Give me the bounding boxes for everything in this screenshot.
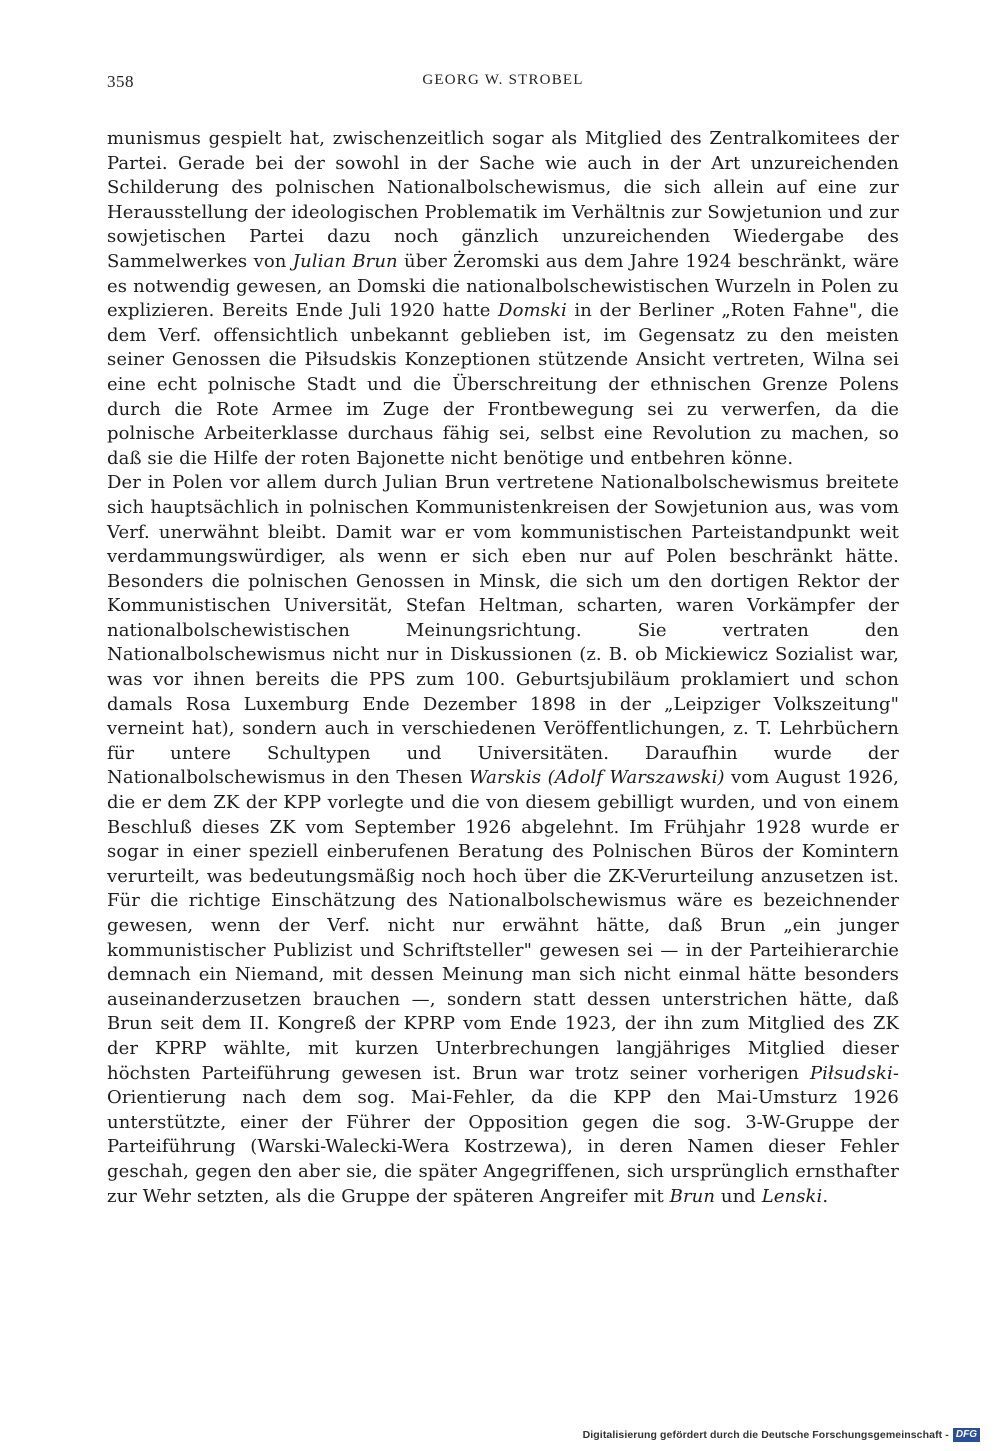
- text-run: in der Berliner „Roten Fahne", die dem Verf. offensichtlich unbekannt geblieben ist, im Gegensatz zu den meisten seiner Genossen die Piłsudskis Konzeptionen stützende Ansicht vertreten, Wilna sei eine echt polnische Stadt und die Überschreitung der ethnischen Grenze Polens durch die Rote Armee im Zuge der Frontbewegung sei zu verwerfen, da die polnische Arbeiterklasse durchaus fähig sei, selbst eine Revolution zu machen, so daß sie die Hilfe der roten Bajonette nicht benötige und entbehren könne.: [107, 300, 899, 469]
- text-run: -Orientierung nach dem sog. Mai-Fehler, da die KPP den Mai-Umsturz 1926 unterstützte, einer der Führer der Opposition gegen die sog. 3-W-Gruppe der Parteiführung (Warski-Walecki-Wera Kostrzewa), in deren Namen dieser Fehler geschah, gegen den aber sie, die später Angegriffenen, sich ursprünglich ernsthafter zur Wehr setzten, als die Gruppe der späteren Angreifer mit: [107, 1062, 899, 1207]
- italic-name: Julian Brun: [292, 250, 398, 272]
- paragraph-1: [107, 127, 899, 471]
- text-run: munismus gespielt hat, zwischenzeitlich sogar als Mitglied des Zentralkomitees der Partei. Gerade bei der sowohl in der Sache wie auch in der Art unzureichenden Schilderung des polnischen Nationalbolschewismus, die sich allein auf eine zur Herausstellung der ideologischen Problematik im Verhältnis zur Sowjetunion und zur sowjetischen Partei dazu noch gänzlich unzureichenden Wiedergabe des Sammelwerkes von: [107, 128, 899, 272]
- page-header: [107, 72, 899, 94]
- text-run: .: [822, 1185, 829, 1207]
- paragraph-2: [107, 471, 899, 1209]
- footer-credit: Digitalisierung gefördert durch die Deutsche Forschungsgemeinschaft -: [582, 1429, 949, 1441]
- italic-name: Domski: [498, 300, 567, 322]
- dfg-logo: DFG: [953, 1428, 980, 1442]
- italic-name: Lenski: [761, 1185, 823, 1207]
- footer: [583, 1428, 980, 1442]
- text-run: über Żeromski aus dem Jahre 1924 beschränkt, wäre es notwendig gewesen, an Domski die nationalbolschewistischen Wurzeln in Polen zu explizieren. Bereits Ende Juli 1920 hatte: [107, 250, 899, 322]
- page-number: 358: [107, 72, 134, 91]
- italic-name: Brun: [669, 1185, 716, 1207]
- italic-name: Warskis (Adolf Warszawski): [469, 767, 725, 789]
- body-text: [107, 127, 899, 1209]
- italic-name: Piłsudski: [809, 1062, 893, 1084]
- text-run: vom August 1926, die er dem ZK der KPP vorlegte und die von diesem gebilligt wurden, und von einem Beschluß dieses ZK vom September 1926 abgelehnt. Im Frühjahr 1928 wurde er sogar in einer speziell einberufenen Beratung des Polnischen Büros der Komintern verurteilt, was bedeutungsmäßig noch hoch über die ZK-Verurteilung anzusetzen ist. Für die richtige Einschätzung des Nationalbolschewismus wäre es bezeichnender gewesen, wenn der Verf. nicht nur erwähnt hätte, daß Brun „ein junger kommunistischer Publizist und Schriftsteller" gewesen sei — in der Parteihierarchie demnach ein Niemand, mit dessen Meinung man sich nicht einmal hätte besonders auseinanderzusetzen brauchen —, sondern statt dessen unterstrichen hätte, daß Brun seit dem II. Kongreß der KPRP vom Ende 1923, der ihn zum Mitglied des ZK der KPRP wählte, mit kurzen Unterbrechungen langjähriges Mitglied dieser höchsten Parteiführung gewesen ist. Brun war trotz seiner vorherigen: [107, 767, 899, 1084]
- text-run: Der in Polen vor allem durch Julian Brun vertretene Nationalbolschewismus breitete sich hauptsächlich in polnischen Kommunistenkreisen der Sowjetunion aus, was vom Verf. unerwähnt bleibt. Damit war er vom kommunistischen Parteistandpunkt weit verdammungswürdiger, als wenn er sich eben nur auf Polen beschränkt hätte. Besonders die polnischen Genossen in Minsk, die sich um den dortigen Rektor der Kommunistischen Universität, Stefan Heltman, scharten, waren Vorkämpfer der nationalbolschewistischen Meinungsrichtung. Sie vertraten den Nationalbolschewismus nicht nur in Diskussionen (z. B. ob Mickiewicz Sozialist war, was vor ihnen bereits die PPS zum 100. Geburtsjubiläum proklamiert und schon damals Rosa Luxemburg Ende Dezember 1898 in der „Leipziger Volkszeitung" verneint hat), sondern auch in verschiedenen Veröffentlichungen, z. T. Lehrbüchern für untere Schultypen und Universitäten. Daraufhin wurde der Nationalbolschewismus in den Thesen: [107, 472, 899, 789]
- running-head: GEORG W. STROBEL: [422, 72, 584, 88]
- text-run: und: [715, 1185, 762, 1207]
